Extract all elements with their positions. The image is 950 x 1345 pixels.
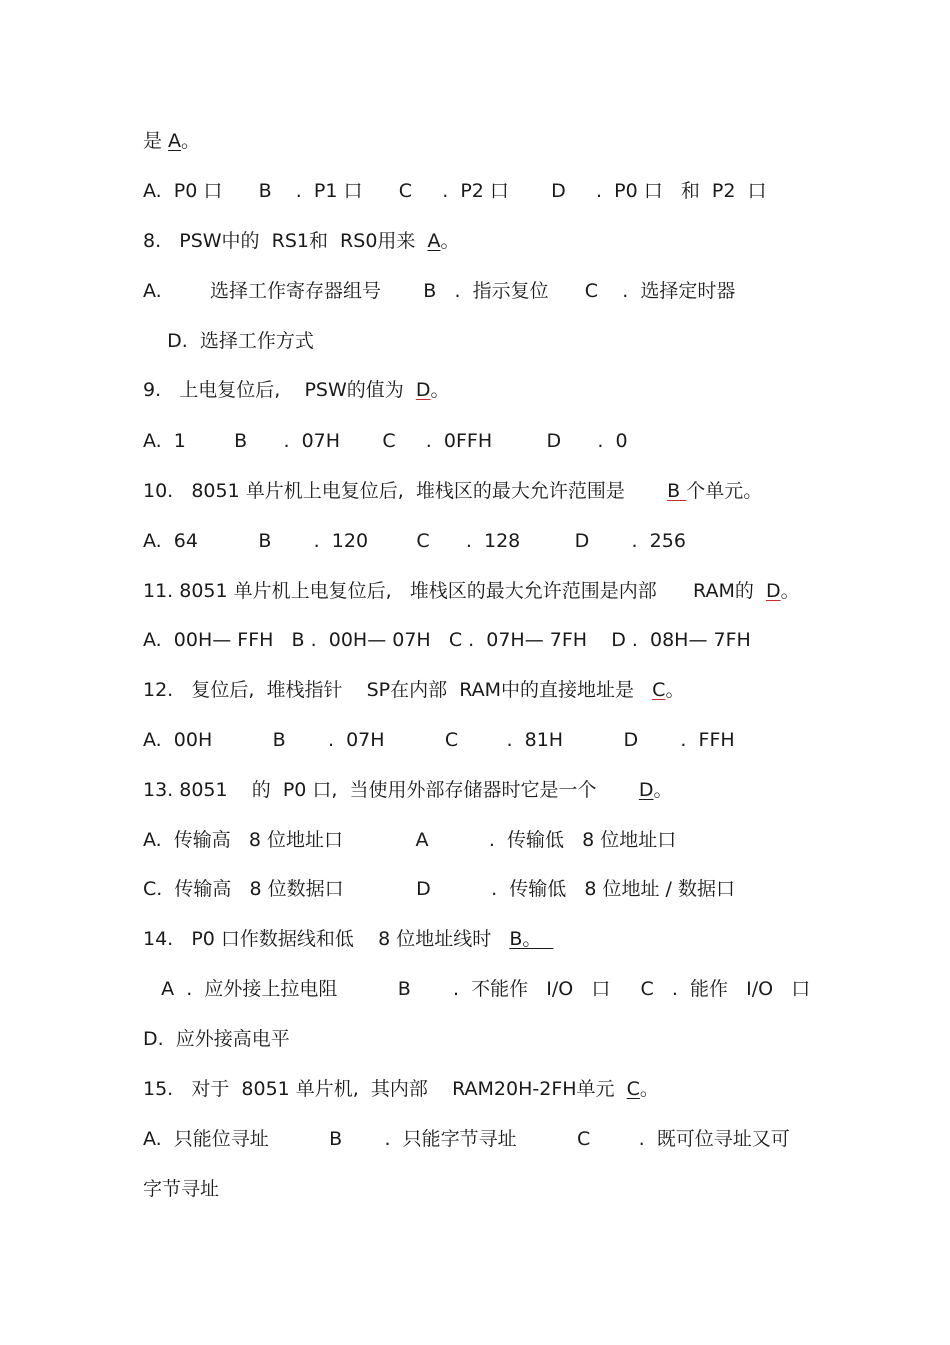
question-7-options: A. P0 口 B . P1 口 C . P2 口 D . P0 口 和 P2 口 bbox=[143, 180, 767, 202]
question-7-stem-end bbox=[143, 129, 200, 153]
question-text: 14. P0 口作数据线和低 8 位地址线时 bbox=[143, 928, 510, 950]
answer-mark: A bbox=[168, 130, 182, 152]
question-text-end: 。 bbox=[430, 379, 450, 401]
question-text: 8. PSW中的 RS1和 RS0用来 bbox=[143, 230, 428, 252]
question-text-end: 。 bbox=[440, 230, 460, 252]
question-text-end: 个单元。 bbox=[686, 480, 763, 502]
question-9-stem bbox=[143, 378, 450, 402]
question-14-options-a-c: A . 应外接上拉电阻 B . 不能作 I/O 口 C . 能作 I/O 口 bbox=[143, 978, 811, 1000]
question-13-stem bbox=[143, 778, 673, 802]
answer-mark: C bbox=[626, 1078, 640, 1100]
question-text: 是 bbox=[143, 130, 169, 152]
question-9-options: A. 1 B . 07H C . 0FFH D . 0 bbox=[143, 430, 628, 452]
question-13-options-a: A. 传输高 8 位地址口 A . 传输低 8 位地址口 bbox=[143, 829, 677, 851]
question-8-option-d: D. 选择工作方式 bbox=[143, 330, 314, 352]
question-text-end: 。 bbox=[780, 580, 800, 602]
answer-mark: A bbox=[427, 230, 441, 252]
answer-mark: B bbox=[667, 480, 687, 502]
question-text-end: 。 bbox=[653, 779, 673, 801]
question-10-stem bbox=[143, 479, 762, 503]
question-text: 10. 8051 单片机上电复位后, 堆栈区的最大允许范围是 bbox=[143, 480, 668, 502]
question-11-stem bbox=[143, 579, 800, 603]
answer-mark: D bbox=[638, 779, 654, 801]
question-text-end: 。 bbox=[181, 130, 201, 152]
question-11-options: A. 00H— FFH B . 00H— 07H C . 07H— 7FH D . 08H— 7FH bbox=[143, 629, 751, 651]
answer-mark: C bbox=[652, 679, 666, 701]
question-10-options: A. 64 B . 120 C . 128 D . 256 bbox=[143, 530, 686, 552]
question-13-options-c: C. 传输高 8 位数据口 D . 传输低 8 位地址 / 数据口 bbox=[143, 878, 735, 900]
answer-mark: D bbox=[415, 379, 431, 401]
question-text: 15. 对于 8051 单片机, 其内部 RAM20H-2FH单元 bbox=[143, 1078, 627, 1100]
question-12-options: A. 00H B . 07H C . 81H D . FFH bbox=[143, 729, 735, 751]
question-14-stem bbox=[143, 927, 553, 951]
question-15-options: A. 只能位寻址 B . 只能字节寻址 C . 既可位寻址又可 bbox=[143, 1128, 790, 1150]
question-8-stem bbox=[143, 229, 460, 253]
question-14-option-d: D. 应外接高电平 bbox=[143, 1028, 290, 1050]
question-text: 13. 8051 的 P0 口, 当使用外部存储器时它是一个 bbox=[143, 779, 639, 801]
question-text: 9. 上电复位后, PSW的值为 bbox=[143, 379, 416, 401]
question-text: 12. 复位后, 堆栈指针 SP在内部 RAM中的直接地址是 bbox=[143, 679, 653, 701]
question-15-options-cont: 字节寻址 bbox=[143, 1178, 220, 1200]
question-8-options-a-c: A. 选择工作寄存器组号 B . 指示复位 C . 选择定时器 bbox=[143, 280, 736, 302]
answer-mark: B。 bbox=[509, 928, 554, 950]
answer-mark: D bbox=[765, 580, 781, 602]
question-text-end: 。 bbox=[665, 679, 685, 701]
question-12-stem bbox=[143, 678, 684, 702]
question-text-end: 。 bbox=[639, 1078, 659, 1100]
question-15-stem bbox=[143, 1077, 659, 1101]
question-text: 11. 8051 单片机上电复位后, 堆栈区的最大允许范围是内部 RAM的 bbox=[143, 580, 766, 602]
